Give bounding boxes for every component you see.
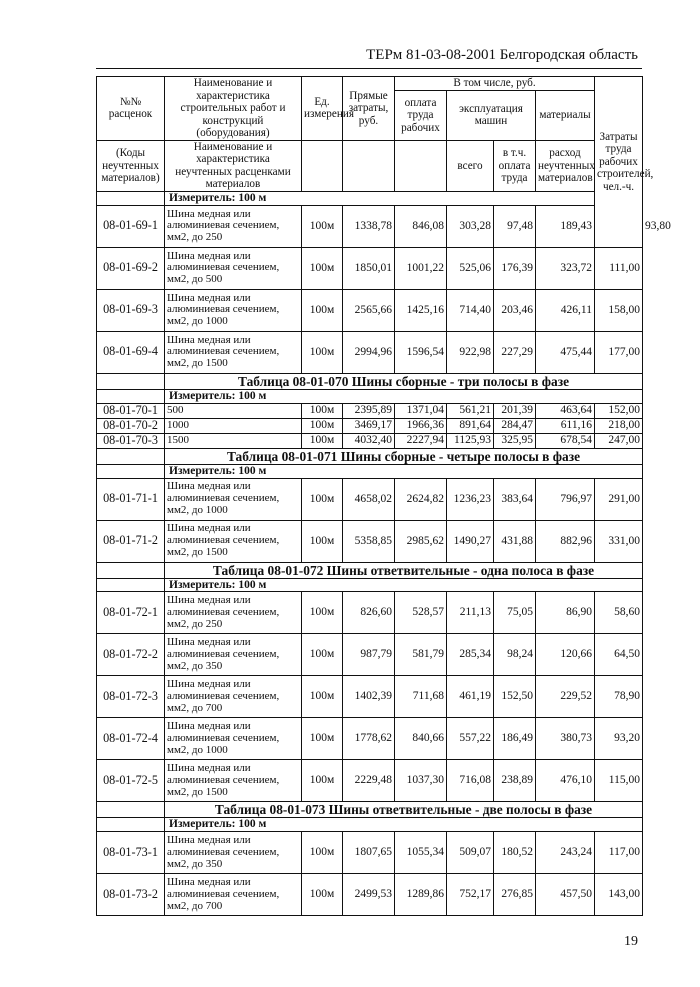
labor-cost: 117,00	[595, 832, 643, 874]
wages-cost: 1966,36	[395, 418, 447, 433]
rate-code: 08-01-72-2	[97, 634, 165, 676]
machines-wages-cost: 431,88	[494, 520, 536, 562]
measure-row	[97, 464, 643, 478]
table-row	[97, 760, 643, 802]
machines-wages-cost: 227,29	[494, 331, 536, 373]
direct-cost: 987,79	[343, 634, 395, 676]
wages-cost: 581,79	[395, 634, 447, 676]
table-title: Таблица 08-01-073 Шины ответвительные - две полосы в фазе	[165, 802, 643, 818]
table-title-row	[97, 448, 643, 464]
rate-name: Шина медная или алюминиевая сечением, мм2, до 250	[165, 592, 302, 634]
rate-unit: 100м	[302, 478, 343, 520]
rate-unit: 100м	[302, 634, 343, 676]
rate-unit: 100м	[302, 874, 343, 916]
table-row	[97, 478, 643, 520]
measure-row	[97, 191, 643, 205]
table-row	[97, 403, 643, 418]
machines-wages-cost: 186,49	[494, 718, 536, 760]
direct-cost: 2565,66	[343, 289, 395, 331]
materials-cost: 476,10	[536, 760, 595, 802]
labor-cost: 64,50	[595, 634, 643, 676]
rate-name: 1500	[165, 433, 302, 448]
table-title-row	[97, 373, 643, 389]
materials-cost: 243,24	[536, 832, 595, 874]
measure-gap	[97, 464, 165, 478]
labor-cost: 58,60	[595, 592, 643, 634]
col-header-machines: эксплуатация машин	[447, 91, 536, 141]
rate-unit: 100м	[302, 520, 343, 562]
measure-row	[97, 389, 643, 403]
machines-wages-cost: 176,39	[494, 247, 536, 289]
wages-cost: 2624,82	[395, 478, 447, 520]
measure-gap	[97, 389, 165, 403]
materials-cost: 611,16	[536, 418, 595, 433]
rate-unit: 100м	[302, 418, 343, 433]
measure-label: Измеритель: 100 м	[165, 818, 643, 832]
rate-name: Шина медная или алюминиевая сечением, мм2, до 1000	[165, 289, 302, 331]
wages-cost: 1371,04	[395, 403, 447, 418]
machines-wages-cost: 203,46	[494, 289, 536, 331]
measure-gap	[97, 578, 165, 592]
table-row	[97, 418, 643, 433]
rate-unit: 100м	[302, 247, 343, 289]
col-header-direct: Прямые затраты, руб.	[343, 77, 395, 141]
materials-cost: 426,11	[536, 289, 595, 331]
direct-cost: 4032,40	[343, 433, 395, 448]
col-header-materials-alt: расход неучтенных материалов	[536, 140, 595, 191]
machines-cost: 1490,27	[447, 520, 494, 562]
materials-cost: 380,73	[536, 718, 595, 760]
labor-cost: 158,00	[595, 289, 643, 331]
rate-name: Шина медная или алюминиевая сечением, мм2, до 1000	[165, 718, 302, 760]
machines-wages-cost: 75,05	[494, 592, 536, 634]
table-row	[97, 433, 643, 448]
wages-cost: 1425,16	[395, 289, 447, 331]
machines-cost: 561,21	[447, 403, 494, 418]
materials-cost: 463,64	[536, 403, 595, 418]
header-rule	[96, 68, 642, 69]
table-row	[97, 520, 643, 562]
direct-cost: 1402,39	[343, 676, 395, 718]
col-header-code-alt: (Коды неучтенных материалов)	[97, 140, 165, 191]
rate-code: 08-01-73-1	[97, 832, 165, 874]
direct-cost: 2994,96	[343, 331, 395, 373]
table-row	[97, 676, 643, 718]
direct-cost: 1778,62	[343, 718, 395, 760]
measure-row	[97, 818, 643, 832]
labor-cost: 177,00	[595, 331, 643, 373]
machines-cost: 211,13	[447, 592, 494, 634]
measure-label: Измеритель: 100 м	[165, 578, 643, 592]
rate-name: Шина медная или алюминиевая сечением, мм2, до 700	[165, 676, 302, 718]
machines-wages-cost: 276,85	[494, 874, 536, 916]
col-header-unit: Ед. измерения	[302, 77, 343, 141]
col-header-name-alt: Наименование и характеристика неучтенных расценками материалов	[165, 140, 302, 191]
labor-cost: 218,00	[595, 418, 643, 433]
col-header-name: Наименование и характеристика строительных работ и конструкций (оборудования)	[165, 77, 302, 141]
table-title-row	[97, 802, 643, 818]
table-row	[97, 331, 643, 373]
materials-cost: 475,44	[536, 331, 595, 373]
wages-cost: 1289,86	[395, 874, 447, 916]
wages-cost: 2985,62	[395, 520, 447, 562]
machines-cost: 303,28	[447, 205, 494, 247]
rate-unit: 100м	[302, 718, 343, 760]
rate-unit: 100м	[302, 289, 343, 331]
labor-cost: 291,00	[595, 478, 643, 520]
machines-cost: 285,34	[447, 634, 494, 676]
direct-cost: 1807,65	[343, 832, 395, 874]
materials-cost: 323,72	[536, 247, 595, 289]
measure-gap	[97, 818, 165, 832]
measure-label: Измеритель: 100 м	[165, 464, 643, 478]
machines-cost: 922,98	[447, 331, 494, 373]
labor-cost: 331,00	[595, 520, 643, 562]
direct-cost: 2499,53	[343, 874, 395, 916]
materials-cost: 86,90	[536, 592, 595, 634]
machines-cost: 1125,93	[447, 433, 494, 448]
table-row	[97, 874, 643, 916]
rate-unit: 100м	[302, 592, 343, 634]
labor-cost: 93,20	[595, 718, 643, 760]
rate-unit: 100м	[302, 331, 343, 373]
table-title-gap	[97, 373, 165, 389]
rate-unit: 100м	[302, 403, 343, 418]
rate-code: 08-01-69-2	[97, 247, 165, 289]
rate-unit: 100м	[302, 760, 343, 802]
rate-code: 08-01-71-1	[97, 478, 165, 520]
rate-code: 08-01-73-2	[97, 874, 165, 916]
machines-wages-cost: 383,64	[494, 478, 536, 520]
machines-wages-cost: 238,89	[494, 760, 536, 802]
machines-wages-cost: 325,95	[494, 433, 536, 448]
page-number: 19	[624, 934, 638, 949]
table-title: Таблица 08-01-071 Шины сборные - четыре полосы в фазе	[165, 448, 643, 464]
machines-wages-cost: 98,24	[494, 634, 536, 676]
rate-unit: 100м	[302, 433, 343, 448]
rate-name: Шина медная или алюминиевая сечением, мм2, до 350	[165, 832, 302, 874]
measure-label: Измеритель: 100 м	[165, 389, 643, 403]
machines-cost: 716,08	[447, 760, 494, 802]
rate-unit: 100м	[302, 676, 343, 718]
direct-cost: 2395,89	[343, 403, 395, 418]
col-header-wages: оплата труда рабочих	[395, 91, 447, 141]
col-header-labor: Затраты труда рабочих строителей, чел.-ч.	[595, 77, 643, 248]
table-title: Таблица 08-01-070 Шины сборные - три полосы в фазе	[165, 373, 643, 389]
wages-cost: 2227,94	[395, 433, 447, 448]
table-row	[97, 634, 643, 676]
direct-cost: 4658,02	[343, 478, 395, 520]
rate-code: 08-01-72-3	[97, 676, 165, 718]
rate-name: Шина медная или алюминиевая сечением, мм2, до 500	[165, 247, 302, 289]
table-title-gap	[97, 802, 165, 818]
labor-cost: 143,00	[595, 874, 643, 916]
direct-cost: 1850,01	[343, 247, 395, 289]
rate-unit: 100м	[302, 832, 343, 874]
wages-cost: 846,08	[395, 205, 447, 247]
rate-name: Шина медная или алюминиевая сечением, мм2, до 350	[165, 634, 302, 676]
table-row: 08-01-69-1 Шина медная или алюминиевая сечением, мм2, до 250 100м 1338,78 846,08 303,28 97,48 189,43 93,80	[97, 205, 643, 247]
rate-name: 500	[165, 403, 302, 418]
labor-cost: 111,00	[595, 247, 643, 289]
document-header: ТЕРм 81-03-08-2001 Белгородская область	[366, 47, 638, 63]
machines-wages-cost: 152,50	[494, 676, 536, 718]
rate-code: 08-01-71-2	[97, 520, 165, 562]
col-header-materials: материалы	[536, 91, 595, 141]
labor-cost: 115,00	[595, 760, 643, 802]
wages-cost: 1037,30	[395, 760, 447, 802]
rate-code: 08-01-70-3	[97, 433, 165, 448]
machines-cost: 714,40	[447, 289, 494, 331]
machines-wages-cost: 97,48	[494, 205, 536, 247]
machines-cost: 525,06	[447, 247, 494, 289]
rate-name: 1000	[165, 418, 302, 433]
machines-wages-cost: 284,47	[494, 418, 536, 433]
machines-cost: 461,19	[447, 676, 494, 718]
table-title-gap	[97, 562, 165, 578]
col-header-machines-wages: в т.ч. оплата труда	[494, 140, 536, 191]
direct-cost: 826,60	[343, 592, 395, 634]
machines-cost: 509,07	[447, 832, 494, 874]
materials-cost: 882,96	[536, 520, 595, 562]
rate-code: 08-01-72-5	[97, 760, 165, 802]
wages-cost: 1055,34	[395, 832, 447, 874]
table-title: Таблица 08-01-072 Шины ответвительные - одна полоса в фазе	[165, 562, 643, 578]
rate-name: Шина медная или алюминиевая сечением, мм2, до 1500	[165, 520, 302, 562]
rate-code: 08-01-72-1	[97, 592, 165, 634]
table-row	[97, 289, 643, 331]
materials-cost: 229,52	[536, 676, 595, 718]
col-header-incl: В том числе, руб.	[395, 77, 595, 91]
rate-name: Шина медная или алюминиевая сечением, мм2, до 1000	[165, 478, 302, 520]
wages-cost: 711,68	[395, 676, 447, 718]
col-header-machines-total: всего	[447, 140, 494, 191]
labor-cost: 247,00	[595, 433, 643, 448]
rate-name: Шина медная или алюминиевая сечением, мм2, до 1500	[165, 331, 302, 373]
table-row	[97, 247, 643, 289]
rate-name: Шина медная или алюминиевая сечением, мм2, до 700	[165, 874, 302, 916]
rate-code: 08-01-69-4	[97, 331, 165, 373]
machines-wages-cost: 201,39	[494, 403, 536, 418]
rate-code: 08-01-70-1	[97, 403, 165, 418]
direct-cost: 5358,85	[343, 520, 395, 562]
labor-cost: 152,00	[595, 403, 643, 418]
wages-cost: 528,57	[395, 592, 447, 634]
rate-name: Шина медная или алюминиевая сечением, мм2, до 1500	[165, 760, 302, 802]
rate-code: 08-01-70-2	[97, 418, 165, 433]
materials-cost: 457,50	[536, 874, 595, 916]
materials-cost: 189,43	[536, 205, 595, 247]
machines-cost: 1236,23	[447, 478, 494, 520]
labor-cost: 78,90	[595, 676, 643, 718]
rate-unit: 100м	[302, 205, 343, 247]
table-title-gap	[97, 448, 165, 464]
rates-table	[96, 76, 671, 916]
table-row	[97, 832, 643, 874]
measure-row	[97, 578, 643, 592]
table-row	[97, 592, 643, 634]
materials-cost: 678,54	[536, 433, 595, 448]
table-row	[97, 718, 643, 760]
materials-cost: 120,66	[536, 634, 595, 676]
wages-cost: 1596,54	[395, 331, 447, 373]
machines-wages-cost: 180,52	[494, 832, 536, 874]
rate-name: Шина медная или алюминиевая сечением, мм2, до 250	[165, 205, 302, 247]
wages-cost: 840,66	[395, 718, 447, 760]
rate-code: 08-01-69-3	[97, 289, 165, 331]
table-title-row	[97, 562, 643, 578]
measure-label: Измеритель: 100 м	[165, 191, 643, 205]
direct-cost: 3469,17	[343, 418, 395, 433]
direct-cost: 2229,48	[343, 760, 395, 802]
materials-cost: 796,97	[536, 478, 595, 520]
machines-cost: 891,64	[447, 418, 494, 433]
direct-cost: 1338,78	[343, 205, 395, 247]
machines-cost: 557,22	[447, 718, 494, 760]
machines-cost: 752,17	[447, 874, 494, 916]
measure-gap	[97, 191, 165, 205]
wages-cost: 1001,22	[395, 247, 447, 289]
rate-code: 08-01-69-1	[97, 205, 165, 247]
rate-code: 08-01-72-4	[97, 718, 165, 760]
col-header-code: №№ расценок	[97, 77, 165, 141]
